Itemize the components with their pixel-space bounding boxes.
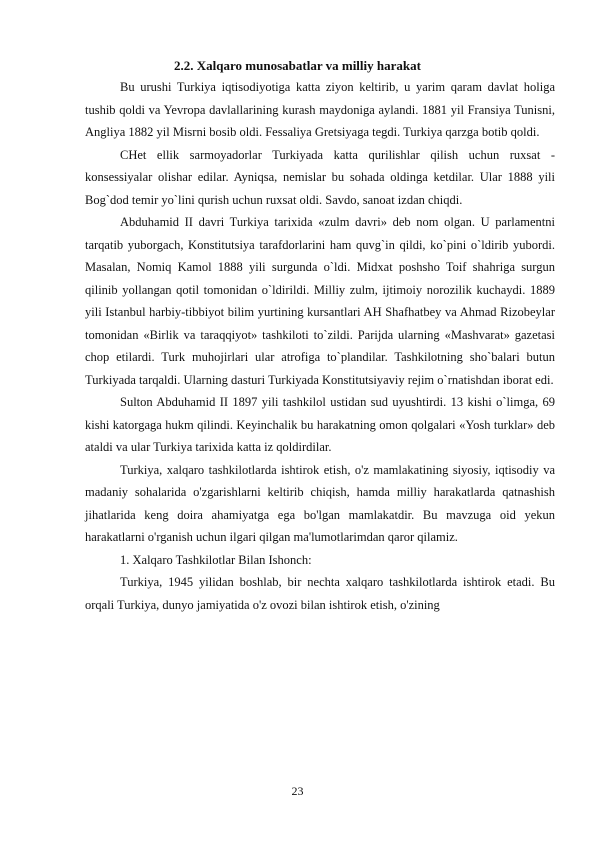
body-text bbox=[85, 76, 555, 616]
paragraph-international-organizations: Turkiya, 1945 yilidan boshlab, bir nechta xalqaro tashkilotlarda ishtirok etadi. Bu orqali Turkiya, dunyo jamiyatida o'z ovozi bilan ishtirok etish, o'zining bbox=[85, 575, 555, 612]
paragraph-international-role: Turkiya, xalqaro tashkilotlarda ishtirok etish, o'z mamlakatining siyosiy, iqtisodiy va madaniy sohalarida o'zgarishlarni keltirib chiqish, hamda milliy harakatlarda qatnashish jihatlarida keng doira ahamiyatga ega bo'lgan mamlakatdir. Bu mavzuga oid yekun harakatlarni o'rganish uchun ilgari qilgan ma'lumotlarimdan qaror qilamiz. bbox=[85, 462, 555, 544]
page-number: 23 bbox=[291, 784, 304, 798]
section-heading: 2.2. Xalqaro munosabatlar va milliy harakat bbox=[174, 58, 421, 73]
paragraph-war-consequences: Bu urushi Turkiya iqtisodiyotiga katta ziyon keltirib, u yarim qaram davlat holiga tushib qoldi va Yevropa davlallarining kurash maydoniga aylandi. 1881 yil Fransiya Tunisni, Angliya 1882 yil Misrni bosib oldi. Fessaliya Gretsiyaga tegdi. Turkiya qarzga botib qoldi. bbox=[85, 80, 555, 139]
paragraph-foreign-concessions: CHet ellik sarmoyadorlar Turkiyada katta qurilishlar qilish uchun ruxsat -konsessiyalar olishar edilar. Ayniqsa, nemislar bu sohada oldinga ketdilar. Ular 1888 yili Bog`dod temir yo`lini qurish uchun ruxsat oldi. Savdo, sanoat izdan chiqdi. bbox=[85, 147, 555, 207]
list-item-heading: 1. Xalqaro Tashkilotlar Bilan Ishonch: bbox=[120, 552, 312, 567]
paragraph-abdulhamid-era: Abduhamid II davri Turkiya tarixida «zulm davri» deb nom olgan. U parlamentni tarqatib yuborgach, Konstitutsiya tarafdorlarini ham quvg`in qildi, ko`pini o`ldirib yubordi. Masalan, Nomiq Kamol 1888 yili surgunda o`ldi. Midxat poshsho Toif shahriga surgun qilinib yollangan qotil tomonidan o`ldirildi. Milliy zulm, ijtimoiy norozilik kuchaydi. 1889 yili Istanbul harbiy-tibbiyot bilim yurtining kursantlari AH Shafhatbey va Ahmad Rizobeylar tomonidan «Birlik va taraqqiyot» tashkiloti to`zildi. Parijda ularning «Mashvarat» gazetasi chop etilardi. Turk muhojirlari ular atrofiga to`plandilar. Tashkilotning sho`balari butun Turkiyada tarqaldi. Ularning dasturi Turkiyada Konstitutsiyaviy rejim o`rnatishdan iborat edi. bbox=[85, 215, 555, 387]
paragraph-young-turks: Sulton Abduhamid II 1897 yili tashkilol ustidan sud uyushtirdi. 13 kishi o`limga, 69 kishi katorgaga hukm qilindi. Keyinchalik bu harakatning omon qolgalari «Yosh turklar» deb ataldi va ular Turkiya tarixida katta iz qoldirdilar. bbox=[85, 395, 555, 454]
